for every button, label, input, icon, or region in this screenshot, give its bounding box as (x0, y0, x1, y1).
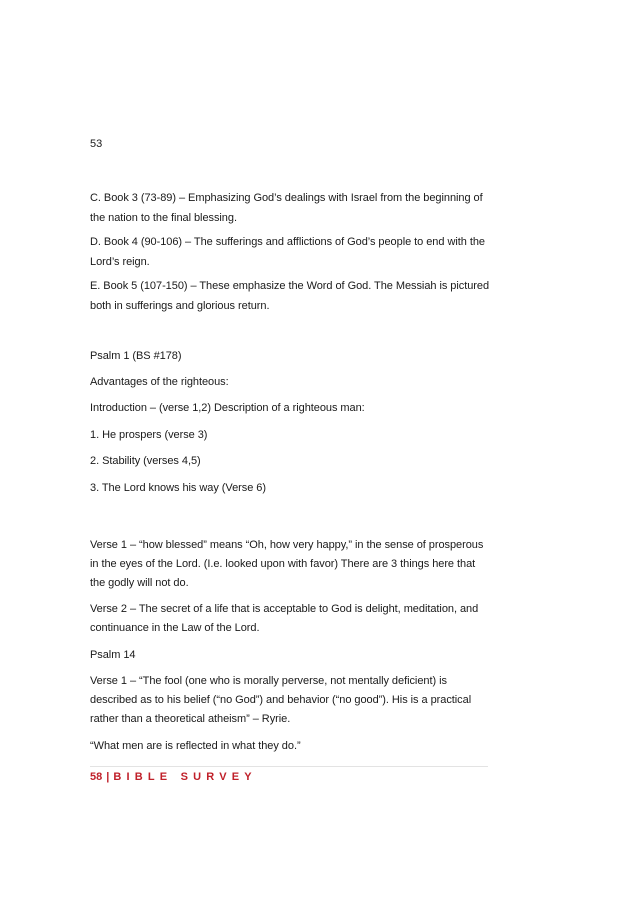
footer-page-number: 58 (90, 771, 103, 783)
document-page (90, 0, 490, 903)
psalm14-heading: Psalm 14 (90, 649, 136, 661)
list-item: 2. Stability (verses 4,5) (90, 455, 201, 467)
footer-title: BIBLE SURVEY (113, 771, 257, 783)
advantages-line: Advantages of the righteous: (90, 376, 229, 388)
list-item: 1. He prospers (verse 3) (90, 429, 208, 441)
psalm14-verse1-line-1: Verse 1 – “The fool (one who is morally perverse, not mentally deficient) is (90, 675, 447, 687)
book3-line-1: C. Book 3 (73-89) – Emphasizing God’s dealings with Israel from the beginning of (90, 192, 483, 204)
page-footer (90, 767, 257, 787)
book5-line-2: both in sufferings and glorious return. (90, 300, 270, 312)
verse2-line-2: continuance in the Law of the Lord. (90, 622, 260, 634)
psalm1-heading: Psalm 1 (BS #178) (90, 350, 182, 362)
footer-separator: | (106, 771, 110, 783)
list-item: 3. The Lord knows his way (Verse 6) (90, 482, 266, 494)
top-page-number: 53 (90, 138, 103, 150)
introduction-line: Introduction – (verse 1,2) Description of a righteous man: (90, 402, 365, 414)
book3-line-2: the nation to the final blessing. (90, 212, 237, 224)
book4-line-1: D. Book 4 (90-106) – The sufferings and afflictions of God’s people to end with the (90, 236, 485, 248)
psalm14-verse1-line-3: rather than a theoretical atheism” – Ryrie. (90, 713, 291, 725)
book5-line-1: E. Book 5 (107-150) – These emphasize the Word of God. The Messiah is pictured (90, 280, 490, 292)
verse2-line-1: Verse 2 – The secret of a life that is acceptable to God is delight, meditation, and (90, 603, 479, 615)
verse1-line-3: the godly will not do. (90, 577, 189, 589)
quote-line: “What men are is reflected in what they do.” (90, 740, 301, 752)
verse1-line-1: Verse 1 – “how blessed” means “Oh, how very happy,” in the sense of prosperous (90, 539, 484, 551)
psalm14-verse1-line-2: described as to his belief (“no God”) and behavior (“no good”). His is a practical (90, 694, 472, 706)
book4-line-2: Lord’s reign. (90, 256, 150, 268)
verse1-line-2: in the eyes of the Lord. (I.e. looked upon with favor) There are 3 things here that (90, 558, 476, 570)
